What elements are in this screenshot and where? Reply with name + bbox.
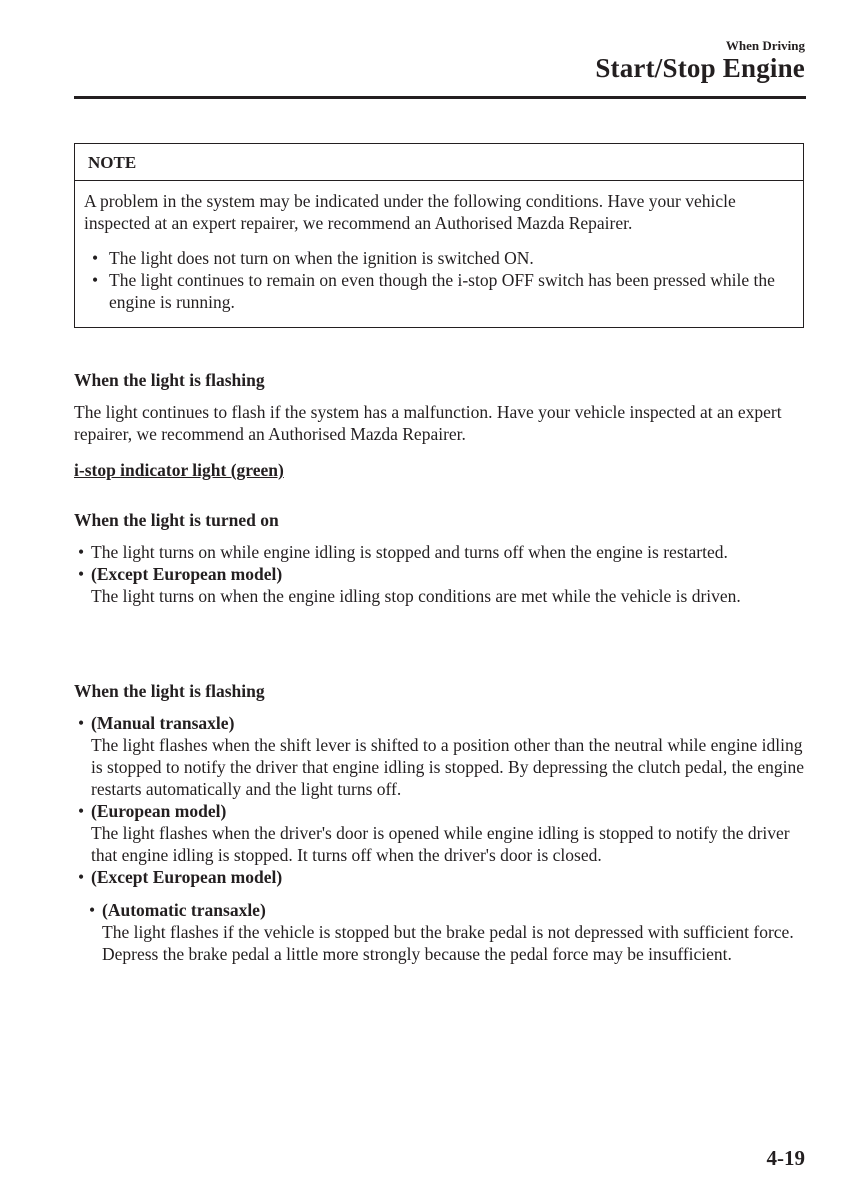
note-list <box>84 247 794 313</box>
section-heading: When the light is turned on <box>74 510 279 530</box>
section-heading: When the light is flashing <box>74 681 265 701</box>
flashing-list <box>74 712 809 888</box>
item-title: (Automatic transaxle) <box>102 900 266 920</box>
bullet-icon: • <box>92 270 99 290</box>
bullet-icon: • <box>92 248 99 268</box>
list-item <box>74 541 809 563</box>
note-item-text: The light continues to remain on even though the i-stop OFF switch has been pressed while the engine is running. <box>109 270 775 312</box>
note-list-item <box>84 269 794 313</box>
page-title: Start/Stop Engine <box>595 53 805 83</box>
turned-on-list <box>74 541 809 607</box>
item-title: (Manual transaxle) <box>91 713 235 733</box>
turned-on-section <box>74 509 809 607</box>
malfunction-flashing-section <box>74 369 809 445</box>
bullet-icon: • <box>78 542 85 562</box>
page-number: 4-19 <box>766 1146 805 1170</box>
note-intro: A problem in the system may be indicated under the following conditions. Have your vehicle inspected at an expert repairer, we recommend an Authorised Mazda Repairer. <box>84 191 736 233</box>
green-flashing-section <box>74 680 809 965</box>
item-text: The light turns on while engine idling is stopped and turns off when the engine is restarted. <box>91 542 728 562</box>
section-heading: When the light is flashing <box>74 370 265 390</box>
indicator-heading-block <box>74 459 809 481</box>
item-text: The light flashes if the vehicle is stopped but the brake pedal is not depressed with sufficient force. Depress the brake pedal a little more strongly because the pedal force may be insufficient. <box>102 922 794 964</box>
list-item <box>74 800 809 866</box>
note-heading: NOTE <box>75 144 803 181</box>
item-text: The light flashes when the shift lever is shifted to a position other than the neutral while engine idling is stopped to notify the driver that engine idling is stopped. By depressing the clutch pedal, the engine restarts automatically and the light turns off. <box>91 735 804 799</box>
bullet-icon: • <box>89 900 96 920</box>
bullet-icon: • <box>78 564 85 584</box>
item-title: (Except European model) <box>91 867 283 887</box>
note-item-text: The light does not turn on when the ignition is switched ON. <box>109 248 534 268</box>
note-box <box>74 143 804 328</box>
sub-list-item <box>74 899 809 965</box>
item-title: (European model) <box>91 801 227 821</box>
item-text: The light flashes when the driver's door is opened while engine idling is stopped to notify the driver that engine idling is stopped. It turns off when the driver's door is closed. <box>91 823 790 865</box>
item-text: The light turns on when the engine idling stop conditions are met while the vehicle is driven. <box>91 586 741 606</box>
note-list-item <box>84 247 794 269</box>
bullet-icon: • <box>78 801 85 821</box>
header-divider <box>74 96 806 99</box>
bullet-icon: • <box>78 713 85 733</box>
item-title: (Except European model) <box>91 564 283 584</box>
list-item <box>74 563 809 607</box>
note-body <box>75 181 803 313</box>
list-item <box>74 712 809 800</box>
bullet-icon: • <box>78 867 85 887</box>
section-text: The light continues to flash if the system has a malfunction. Have your vehicle inspected at an expert repairer, we recommend an Authorised Mazda Repairer. <box>74 402 782 444</box>
list-item <box>74 866 809 888</box>
indicator-heading: i-stop indicator light (green) <box>74 460 284 480</box>
section-label: When Driving <box>725 38 805 53</box>
